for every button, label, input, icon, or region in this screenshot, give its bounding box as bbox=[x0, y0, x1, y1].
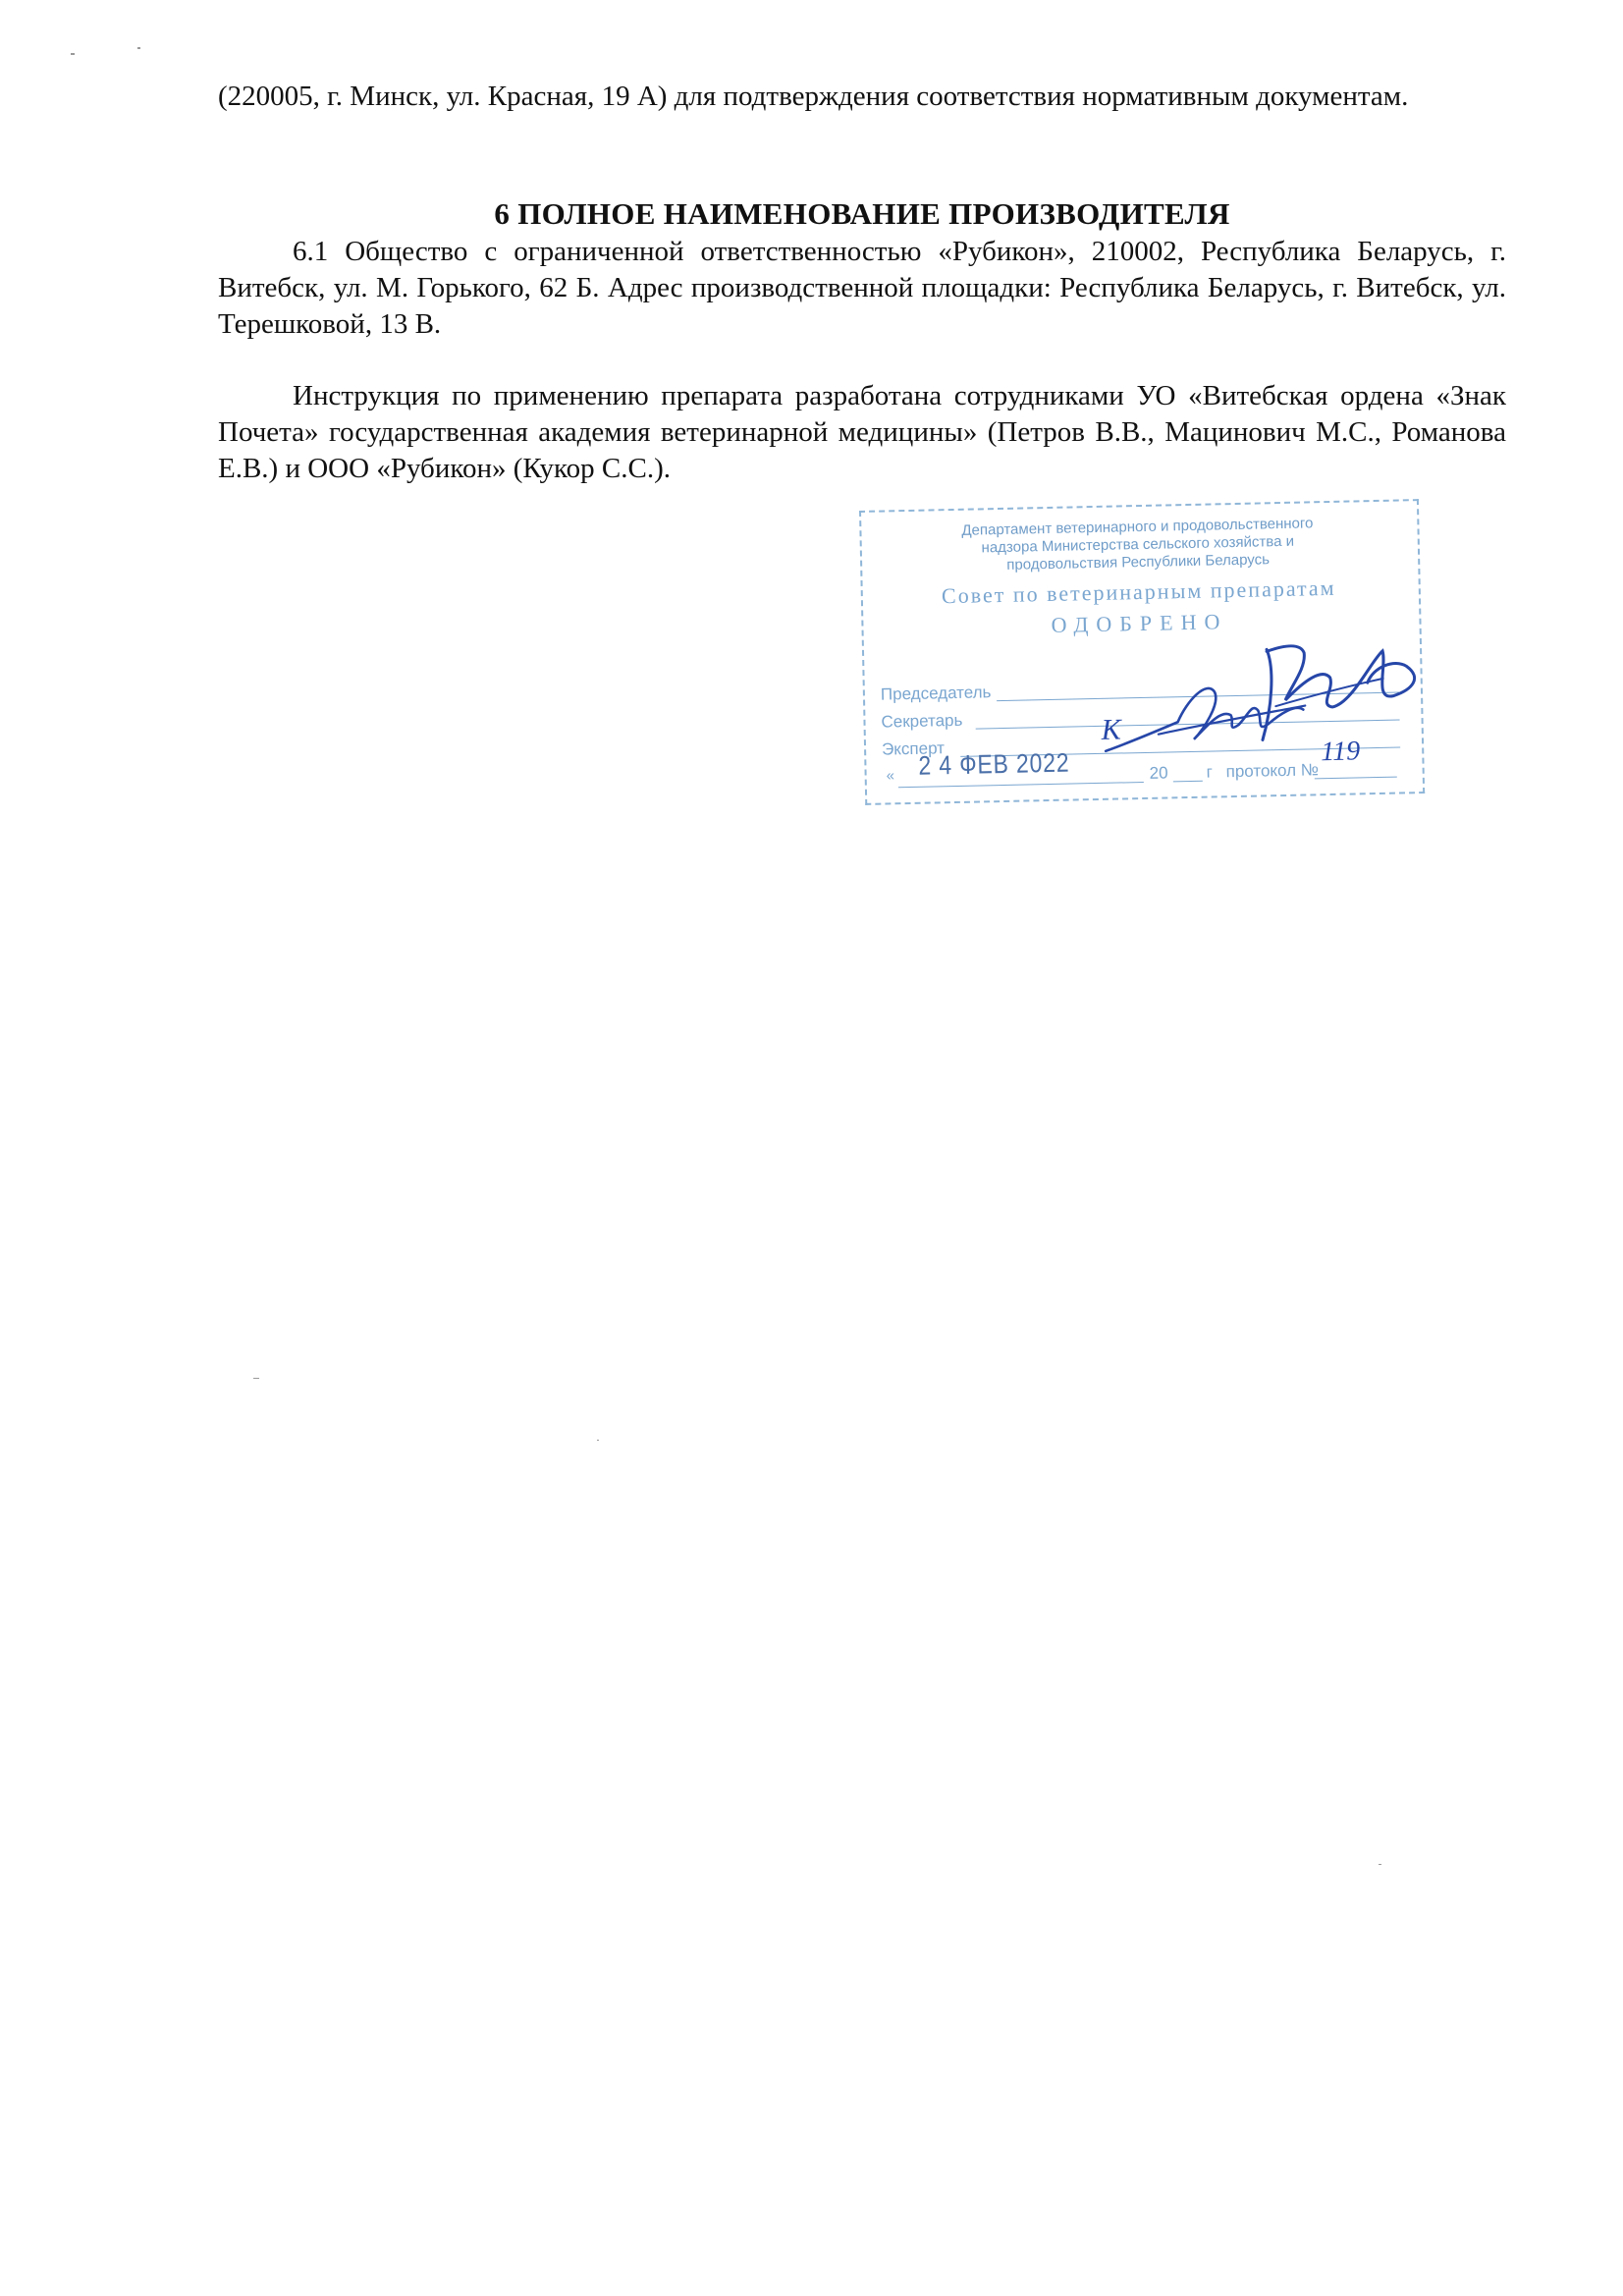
scan-speck bbox=[597, 1440, 599, 1441]
stamp-date-value: 2 4 ФЕВ 2022 bbox=[918, 747, 1070, 781]
stamp-expert-initial: К bbox=[1101, 713, 1121, 746]
scan-speck bbox=[137, 47, 140, 49]
stamp-approved-label: ОДОБРЕНО bbox=[1051, 609, 1228, 637]
stamp-year-mark: г bbox=[1206, 762, 1214, 782]
scan-speck bbox=[253, 1378, 259, 1379]
stamp-council-name: Совет по ветеринарным препаратам bbox=[941, 574, 1336, 609]
stamp-expert-label: Эксперт bbox=[881, 738, 946, 759]
stamp-department-line-3: продовольствия Республики Беларусь bbox=[1006, 551, 1271, 574]
approval-stamp bbox=[859, 499, 1425, 805]
stamp-row-secretary bbox=[881, 711, 962, 733]
handwritten-signatures bbox=[1009, 627, 1425, 783]
stamp-secretary-label: Секретарь bbox=[881, 710, 963, 732]
stamp-protocol-number: 119 bbox=[1320, 736, 1361, 768]
stamp-row-chairman bbox=[881, 683, 992, 704]
stamp-protocol-label: протокол № bbox=[1225, 760, 1320, 782]
paragraph-manufacturer-details: 6.1 Общество с ограниченной ответственностью «Рубикон», 210002, Республика Беларусь, г. Витебск, ул. М. Горького, 62 Б. Адрес производственной площадки: Республика Беларусь, г. Витебск, ул. Терешковой, 13 В. bbox=[218, 236, 1506, 340]
scan-speck bbox=[1379, 1864, 1381, 1865]
stamp-department-line-2: надзора Министерства сельского хозяйства и bbox=[981, 532, 1295, 557]
stamp-year-prefix: 20 bbox=[1149, 763, 1168, 783]
scan-speck bbox=[71, 53, 75, 55]
stamp-chairman-label: Председатель bbox=[880, 683, 992, 704]
paragraph-address-continuation: (220005, г. Минск, ул. Красная, 19 А) для подтверждения соответствия нормативным документам. bbox=[218, 81, 1409, 112]
paragraph-instruction-authors: Инструкция по применению препарата разработана сотрудниками УО «Витебская ордена «Знак Почета» государственная академия ветеринарной медицины» (Петров В.В., Мацинович М.С., Романова Е.В.) и ООО «Рубикон» (Кукор С.С.). bbox=[218, 380, 1506, 484]
stamp-department-line-1: Департамент ветеринарного и продовольственного bbox=[961, 515, 1314, 539]
stamp-row-date-protocol: « 20 г протокол № bbox=[886, 757, 1396, 768]
section-heading-manufacturer: 6 ПОЛНОЕ НАИМЕНОВАНИЕ ПРОИЗВОДИТЕЛЯ bbox=[494, 196, 1230, 231]
